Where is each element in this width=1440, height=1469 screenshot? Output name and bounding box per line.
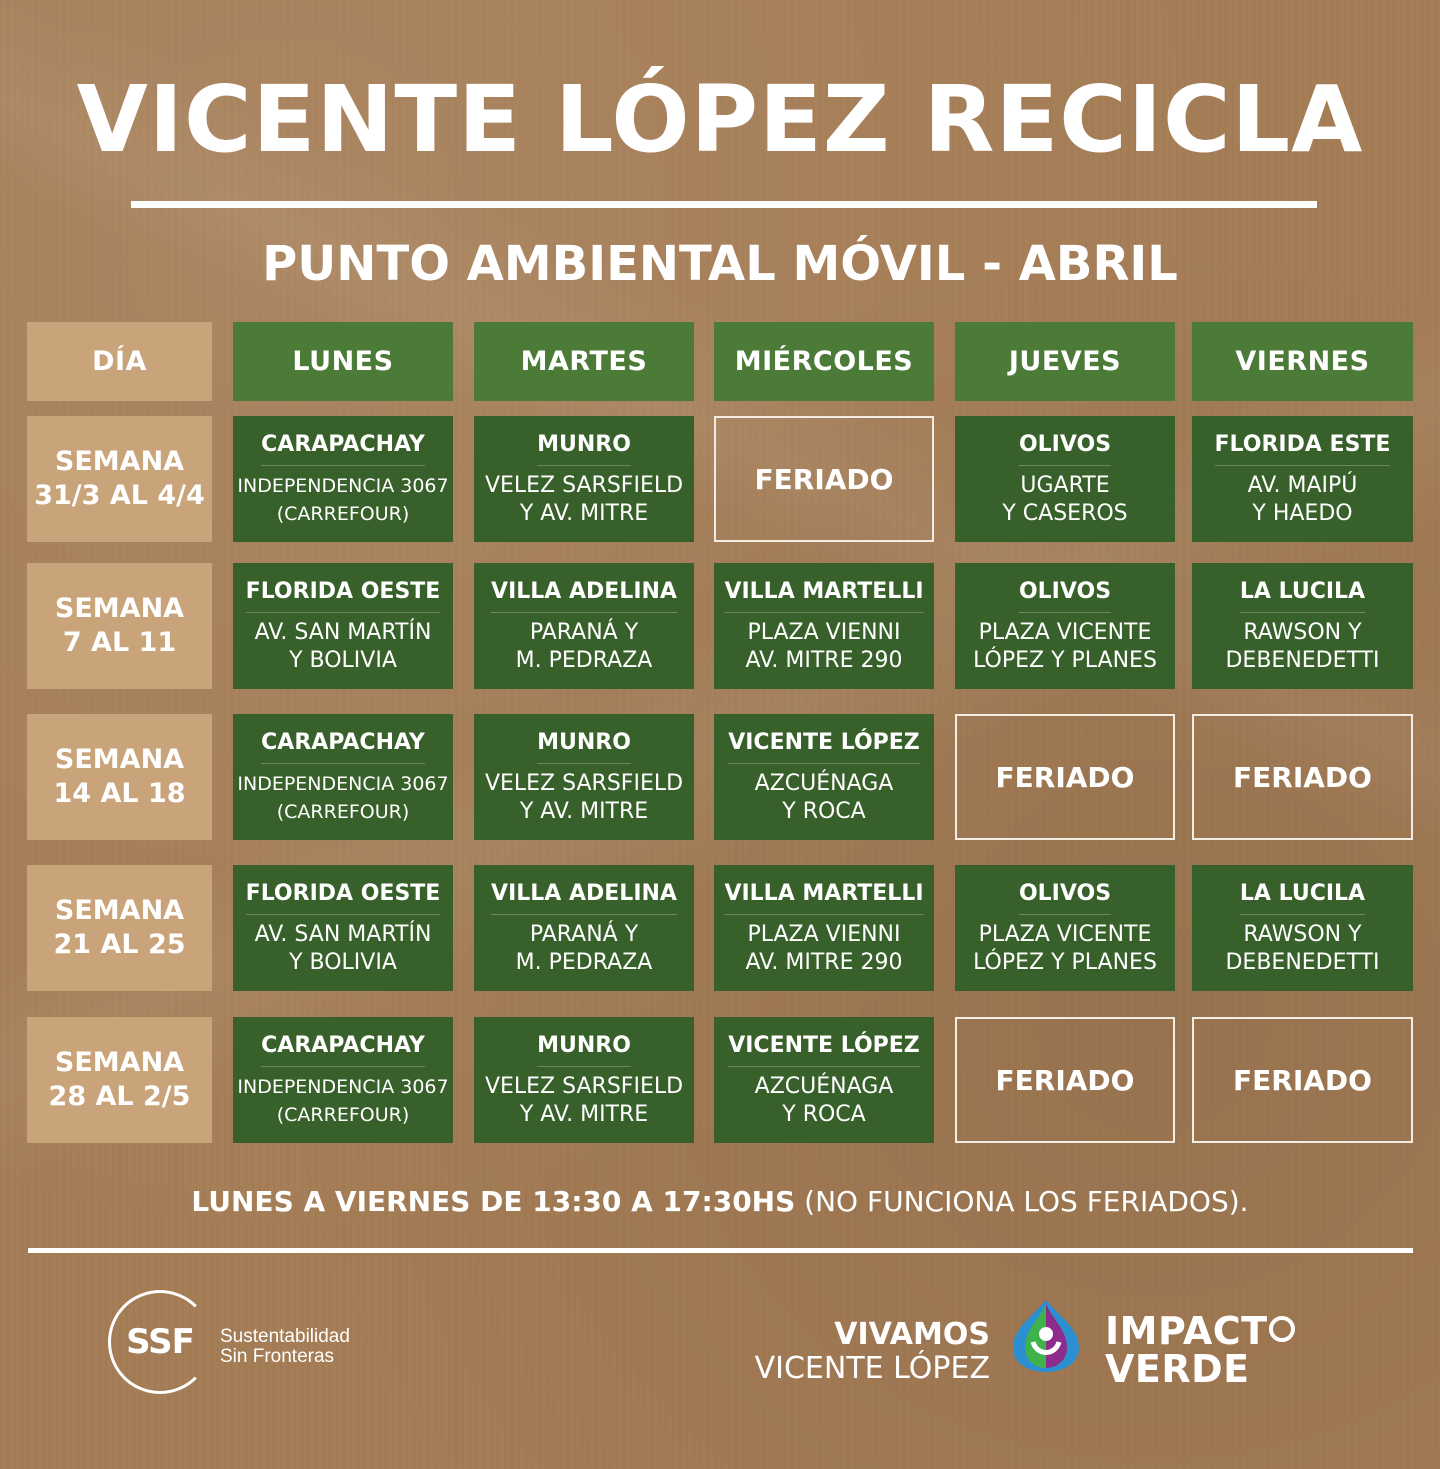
- location-name: VICENTE LÓPEZ: [728, 729, 920, 764]
- week-label-line1: SEMANA: [54, 1047, 185, 1078]
- ssf-logo-line2: Sin Fronteras: [220, 1346, 335, 1367]
- location-address: AV. MAIPÚ Y HAEDO: [1247, 472, 1358, 526]
- location-cell: [714, 1017, 934, 1143]
- vivamos-drop-logo-icon: [1003, 1298, 1089, 1374]
- location-address: INDEPENDENCIA 3067 (CARREFOUR): [237, 772, 449, 823]
- location-name: MUNRO: [537, 1032, 631, 1067]
- location-name: CARAPACHAY: [261, 1032, 425, 1067]
- location-address: PLAZA VIENNI AV. MITRE 290: [745, 619, 903, 673]
- location-cell: [955, 416, 1175, 542]
- location-cell: [474, 714, 694, 840]
- location-address: INDEPENDENCIA 3067 (CARREFOUR): [237, 1075, 449, 1126]
- location-cell: [233, 416, 453, 542]
- location-cell: [233, 714, 453, 840]
- location-cell: [714, 865, 934, 991]
- location-name: OLIVOS: [1019, 578, 1111, 613]
- location-cell: [233, 563, 453, 689]
- location-address: RAWSON Y DEBENEDETTI: [1225, 921, 1380, 975]
- location-cell: [233, 865, 453, 991]
- week-label-2: [27, 563, 212, 689]
- location-name: OLIVOS: [1019, 880, 1111, 915]
- location-name: LA LUCILA: [1240, 578, 1365, 613]
- vivamos-logo-text: [755, 1318, 990, 1386]
- impacto-line1: [1105, 1309, 1295, 1353]
- location-name: MUNRO: [537, 729, 631, 764]
- location-name: CARAPACHAY: [261, 729, 425, 764]
- location-address: RAWSON Y DEBENEDETTI: [1225, 619, 1380, 673]
- location-cell: [474, 563, 694, 689]
- location-address: VELEZ SARSFIELD Y AV. MITRE: [484, 770, 684, 824]
- location-address: PLAZA VICENTE LÓPEZ Y PLANES: [973, 619, 1157, 673]
- vivamos-line1: VIVAMOS: [834, 1317, 990, 1352]
- location-address: VELEZ SARSFIELD Y AV. MITRE: [484, 1073, 684, 1127]
- impacto-word: IMPACT: [1105, 1309, 1268, 1353]
- page-subtitle: PUNTO AMBIENTAL MÓVIL - ABRIL: [262, 236, 1178, 292]
- ssf-logo-mark: SSF: [126, 1322, 194, 1362]
- day-header-2: [474, 322, 694, 401]
- week-label-1: [27, 416, 212, 542]
- location-name: VILLA MARTELLI: [724, 880, 923, 915]
- location-cell: [714, 563, 934, 689]
- holiday-label: FERIADO: [995, 1063, 1135, 1097]
- holiday-cell: [1192, 1017, 1413, 1143]
- holiday-cell: [955, 714, 1175, 840]
- week-label-5: [27, 1017, 212, 1143]
- location-name: MUNRO: [537, 431, 631, 466]
- day-header-label: LUNES: [292, 346, 394, 377]
- week-label-4: [27, 865, 212, 991]
- day-header-3: [714, 322, 934, 401]
- location-address: AV. SAN MARTÍN Y BOLIVIA: [254, 921, 432, 975]
- location-name: LA LUCILA: [1240, 880, 1365, 915]
- day-header-label: JUEVES: [1008, 346, 1122, 377]
- location-cell: [474, 1017, 694, 1143]
- location-name: VILLA MARTELLI: [724, 578, 923, 613]
- location-cell: [955, 865, 1175, 991]
- location-address: PARANÁ Y M. PEDRAZA: [515, 619, 653, 673]
- location-name: FLORIDA OESTE: [246, 578, 441, 613]
- location-address: AZCUÉNAGA Y ROCA: [754, 770, 894, 824]
- ssf-logo-line1: Sustentabilidad: [220, 1326, 350, 1347]
- location-address: PLAZA VICENTE LÓPEZ Y PLANES: [973, 921, 1157, 975]
- ssf-logo-text: [220, 1327, 350, 1367]
- week-label-line2: 31/3 AL 4/4: [34, 480, 205, 511]
- location-name: CARAPACHAY: [261, 431, 425, 466]
- location-address: VELEZ SARSFIELD Y AV. MITRE: [484, 472, 684, 526]
- holiday-label: FERIADO: [1233, 1063, 1372, 1097]
- holiday-cell: [714, 416, 934, 542]
- week-label-line2: 28 AL 2/5: [48, 1081, 191, 1112]
- location-address: INDEPENDENCIA 3067 (CARREFOUR): [237, 474, 449, 525]
- impacto-line2: VERDE: [1105, 1347, 1250, 1391]
- location-address: UGARTE Y CASEROS: [1002, 472, 1128, 526]
- holiday-label: FERIADO: [995, 760, 1135, 794]
- impacto-ball-icon: [1269, 1316, 1295, 1342]
- footer-divider: [28, 1248, 1413, 1253]
- location-name: OLIVOS: [1019, 431, 1111, 466]
- schedule-note: [0, 1182, 1440, 1222]
- location-address: PARANÁ Y M. PEDRAZA: [515, 921, 653, 975]
- location-cell: [1192, 563, 1413, 689]
- week-label-line2: 14 AL 18: [53, 778, 186, 809]
- day-column-header: [27, 322, 212, 401]
- day-column-label: DÍA: [92, 346, 147, 377]
- week-label-line1: SEMANA: [54, 895, 185, 926]
- location-name: FLORIDA ESTE: [1215, 431, 1391, 466]
- location-cell: [1192, 865, 1413, 991]
- week-label-line2: 21 AL 25: [53, 929, 186, 960]
- holiday-cell: [1192, 714, 1413, 840]
- location-name: VICENTE LÓPEZ: [728, 1032, 920, 1067]
- location-name: VILLA ADELINA: [491, 880, 677, 915]
- week-label-line1: SEMANA: [54, 593, 185, 624]
- location-address: AZCUÉNAGA Y ROCA: [754, 1073, 894, 1127]
- location-cell: [714, 714, 934, 840]
- day-header-1: [233, 322, 453, 401]
- page-title: VICENTE LÓPEZ RECICLA: [76, 66, 1364, 173]
- week-label-line2: 7 AL 11: [62, 627, 177, 658]
- location-cell: [1192, 416, 1413, 542]
- title-divider: [131, 201, 1317, 208]
- holiday-cell: [955, 1017, 1175, 1143]
- location-cell: [955, 563, 1175, 689]
- location-cell: [233, 1017, 453, 1143]
- week-label-3: [27, 714, 212, 840]
- holiday-label: FERIADO: [1233, 760, 1372, 794]
- impacto-verde-logo: [1105, 1309, 1295, 1391]
- day-header-5: [1192, 322, 1413, 401]
- week-label-line1: SEMANA: [54, 744, 185, 775]
- location-name: VILLA ADELINA: [491, 578, 677, 613]
- holiday-label: FERIADO: [754, 462, 894, 496]
- location-cell: [474, 416, 694, 542]
- schedule-holiday-note: (NO FUNCIONA LOS FERIADOS).: [795, 1185, 1249, 1218]
- day-header-4: [955, 322, 1175, 401]
- day-header-label: VIERNES: [1235, 346, 1370, 377]
- schedule-hours: LUNES A VIERNES DE 13:30 A 17:30HS: [191, 1185, 796, 1218]
- location-name: FLORIDA OESTE: [246, 880, 441, 915]
- location-cell: [474, 865, 694, 991]
- location-address: PLAZA VIENNI AV. MITRE 290: [745, 921, 903, 975]
- week-label-line1: SEMANA: [54, 446, 185, 477]
- vivamos-line2: VICENTE LÓPEZ: [754, 1351, 990, 1386]
- ssf-logo: [108, 1290, 408, 1402]
- location-address: AV. SAN MARTÍN Y BOLIVIA: [254, 619, 432, 673]
- day-header-label: MARTES: [520, 346, 648, 377]
- day-header-label: MIÉRCOLES: [734, 346, 914, 377]
